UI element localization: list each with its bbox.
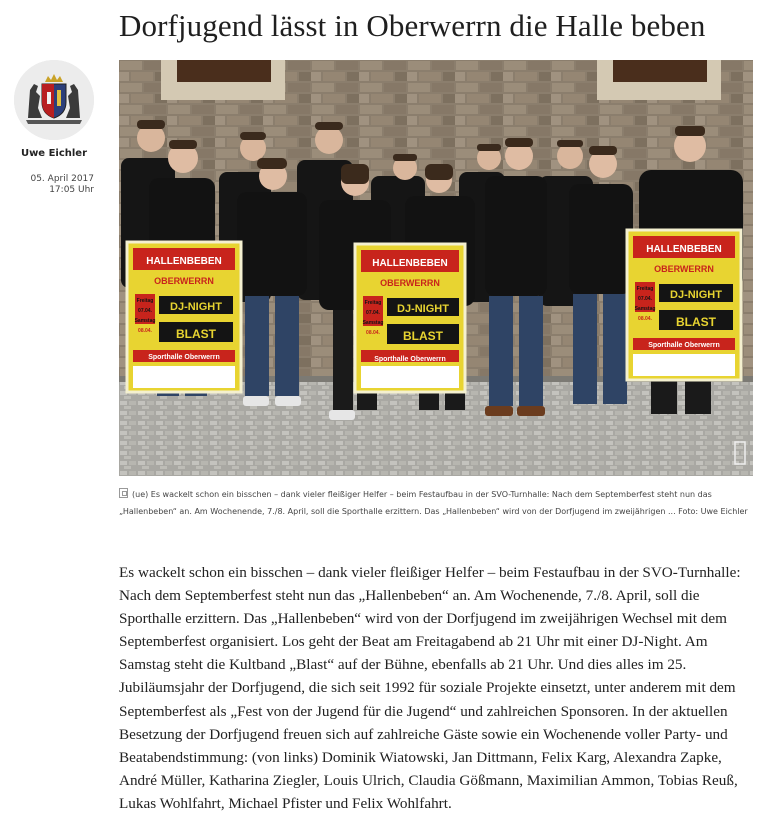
author-avatar[interactable] [14,60,94,140]
poster-left-act1: DJ-NIGHT [170,301,222,313]
poster-left-friday: Freitag [136,298,154,304]
poster-left-friday-date: 07.04. [138,308,152,314]
poster-center-venue: Sporthalle Oberwerrn [374,356,446,363]
poster-center-saturday-date: 08.04. [366,330,380,336]
poster-right-friday-date: 07.04. [638,296,652,302]
photo-caption [119,486,753,520]
poster-center-friday-date: 07.04. [366,310,380,316]
article-headline: Dorfjugend lässt in Oberwerrn die Halle beben [119,8,706,43]
article-body: Es wackelt schon ein bisschen – dank vieler fleißiger Helfer – beim Festaufbau in der SVO-Turnhalle: Nach dem Septemberfest steht nun das „Hallenbeben“ an. Am Wochenende, 7./8. April, soll die Sporthalle erzittern. Das „Hallenbeben“ wird von der Dorfjugend im zweijährigen Wechsel mit dem Septemberfest organisiert. Los geht der Beat am Freitagabend ab 21 Uhr mit einer DJ-Night. Am Samstag steht die Kultband „Blast“ auf der Bühne, ebenfalls ab 21 Uhr. Und dies alles im 25. Jubiläumsjahr der Dorfjugend, die sich seit 1992 für soziale Projekte einsetzt, unter anderem mit dem Septemberfest als „Fest von der Jugend für die Jugend“ und zahlreichen Sponsoren. In der aktuellen Besetzung der Dorfjugend freuen sich auf zahlreiche Gäste sowie ein Wochenende voller Party- und Beatabendstimmung: (von links) Dominik Wiatowski, Jan Dittmann, Felix Karg, Alexandra Zapke, André Müller, Katharina Ziegler, Louis Ulrich, Claudia Gößmann, Maximilian Ammon, Tobias Reuß, Lukas Wohlfahrt, Michael Pfister und Felix Wohlfahrt. [119,564,741,812]
author-block [8,60,100,196]
poster-right-saturday: Samstag [634,306,656,312]
poster-right-friday: Freitag [636,286,654,292]
poster-right-title: HALLENBEBEN [646,244,722,255]
poster-left-title: HALLENBEBEN [146,256,222,267]
author-name[interactable]: Uwe Eichler [20,148,88,159]
poster-right-act1: DJ-NIGHT [670,289,722,301]
enlarge-icon[interactable] [119,488,128,498]
poster-center-act1: DJ-NIGHT [397,303,449,315]
poster-right-act2: BLAST [676,315,716,329]
poster-left-saturday-date: 08.04. [138,328,152,334]
poster-center-act2: BLAST [403,329,443,343]
publish-time: 17:05 Uhr [49,185,94,195]
poster-left-saturday: Samstag [134,318,156,324]
poster-center-subtitle: OBERWERRN [380,278,440,288]
poster-center-title: HALLENBEBEN [372,258,448,269]
caption-text: (ue) Es wackelt schon ein bisschen – dank vieler fleißiger Helfer – beim Festaufbau in der SVO-Turnhalle: Nach dem Septemberfest steht nun das „Hallenbeben“ an. Am Wochenende, 7./8. April, soll die Sporthalle erzittern. Das „Hallenbeben“ wird von der Dorfjugend im zweijährigen ... Foto: Uwe Eichler [119,490,748,516]
poster-left-act2: BLAST [176,327,216,341]
poster-right-subtitle: OBERWERRN [654,264,714,274]
poster-right-saturday-date: 08.04. [638,316,652,322]
poster-left-subtitle: OBERWERRN [154,276,214,286]
poster-center-friday: Freitag [364,300,382,306]
article-photo[interactable] [119,60,753,476]
poster-right-venue: Sporthalle Oberwerrn [648,342,720,349]
poster-left-venue: Sporthalle Oberwerrn [148,354,220,361]
coat-of-arms-icon [14,60,94,140]
publish-date: 05. April 2017 [30,174,94,184]
poster-center-saturday: Samstag [362,320,384,326]
group-photo [119,60,753,476]
